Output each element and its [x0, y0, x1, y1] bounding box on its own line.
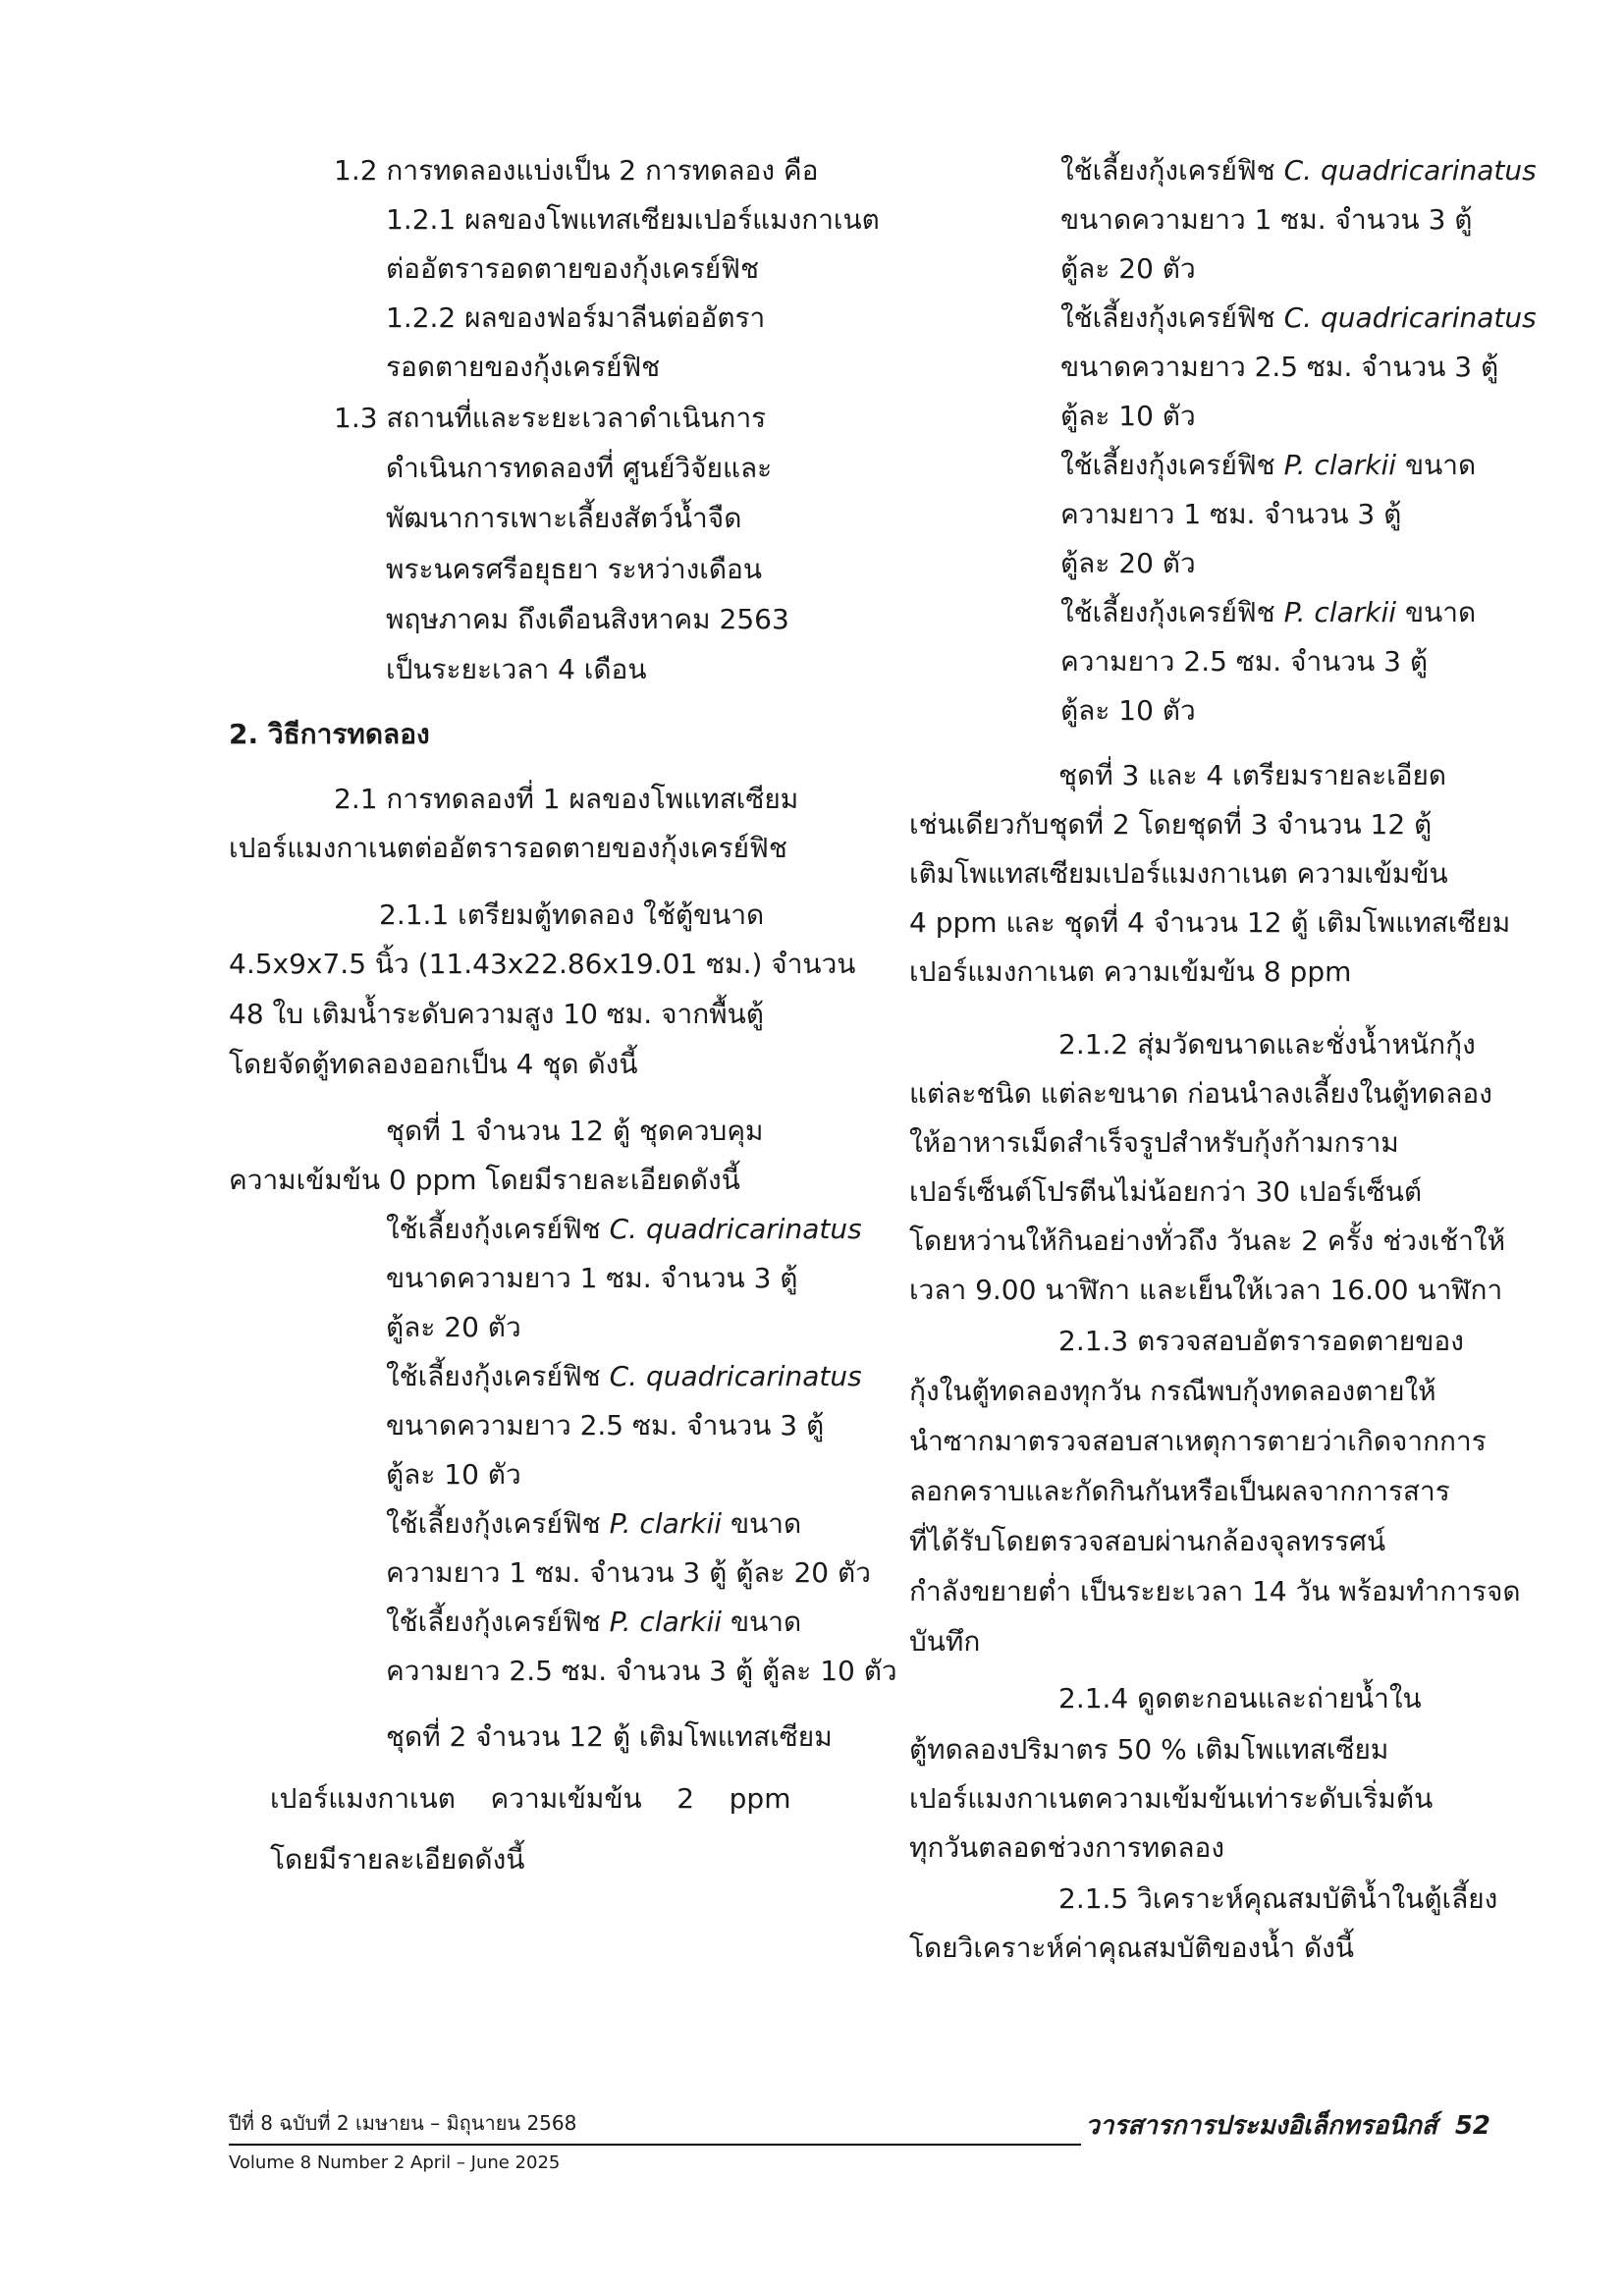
text-line: ตู้ทดลองปริมาตร 50 % เติมโพแทสเซียม: [909, 1733, 1389, 1766]
text-line: เติมโพแทสเซียมเปอร์แมงกาเนต ความเข้มข้น: [909, 857, 1448, 890]
text-line: [386, 1507, 802, 1540]
text-span: ขนาด: [1396, 596, 1477, 628]
text-line: ชุดที่ 2 จำนวน 12 ตู้ เติมโพแทสเซียม: [386, 1720, 833, 1753]
text-span: ใช้เลี้ยงกุ้งเครย์ฟิช: [386, 1507, 610, 1540]
text-span: ใช้เลี้ยงกุ้งเครย์ฟิช: [386, 1606, 610, 1638]
text-line: 1.2.1 ผลของโพแทสเซียมเปอร์แมงกาเนต: [386, 203, 880, 236]
footer-divider: [229, 2144, 1081, 2146]
text-line: พัฒนาการเพาะเลี้ยงสัตว์น้ำจืด: [386, 502, 742, 534]
text-line: ขนาดความยาว 1 ซม. จำนวน 3 ตู้: [1060, 203, 1473, 236]
text-line: ตู้ละ 10 ตัว: [1060, 400, 1196, 432]
text-span: ใช้เลี้ยงกุ้งเครย์ฟิช: [386, 1213, 610, 1245]
text-line: [386, 1608, 801, 1636]
text-line: ตู้ละ 20 ตัว: [1060, 252, 1196, 285]
text-line: ขนาดความยาว 2.5 ซม. จำนวน 3 ตู้: [386, 1409, 825, 1442]
text-line: 4.5x9x7.5 นิ้ว (11.43x22.86x19.01 ซม.) จำนวน: [229, 948, 856, 980]
text-line: ความยาว 2.5 ซม. จำนวน 3 ตู้: [1060, 645, 1429, 678]
text-line: เป็นระยะเวลา 4 เดือน: [386, 653, 647, 685]
text-line: 1.2.2 ผลของฟอร์มาลีนต่ออัตรา: [386, 301, 766, 334]
text-line: เปอร์แมงกาเนต ความเข้มข้น 8 ppm: [909, 955, 1352, 988]
text-line: 2.1.5 วิเคราะห์คุณสมบัติน้ำในตู้เลี้ยง: [1058, 1882, 1498, 1915]
text-line: ให้อาหารเม็ดสำเร็จรูปสำหรับกุ้งก้ามกราม: [909, 1126, 1399, 1159]
text-line: 2.1.2 สุ่มวัดขนาดและชั่งน้ำหนักกุ้ง: [1058, 1028, 1476, 1061]
text-line: เช่นเดียวกับชุดที่ 2 โดยชุดที่ 3 จำนวน 12 ตู้: [909, 808, 1433, 841]
text-line: ดำเนินการทดลองที่ ศูนย์วิจัยและ: [386, 452, 773, 484]
text-line: ตู้ละ 20 ตัว: [1060, 547, 1196, 579]
text-line: กำลังขยายต่ำ เป็นระยะเวลา 14 วัน พร้อมทำการจด: [909, 1575, 1521, 1607]
text-line: ความยาว 1 ซม. จำนวน 3 ตู้ ตู้ละ 20 ตัว: [386, 1556, 871, 1589]
text-line: ความเข้มข้น 0 ppm โดยมีรายละเอียดดังนี้: [229, 1164, 740, 1196]
text-line: ชุดที่ 3 และ 4 เตรียมรายละเอียด: [1058, 759, 1447, 791]
text-span: ใช้เลี้ยงกุ้งเครย์ฟิช: [1060, 301, 1284, 334]
issue-info-english: Volume 8 Number 2 April – June 2025: [229, 2152, 561, 2173]
species-name: P. clarkii: [1283, 449, 1397, 481]
text-line: แต่ละชนิด แต่ละขนาด ก่อนนำลงเลี้ยงในตู้ทดลอง: [909, 1077, 1492, 1110]
text-line: ความยาว 1 ซม. จำนวน 3 ตู้: [1060, 498, 1402, 530]
text-line: โดยจัดตู้ทดลองออกเป็น 4 ชุด ดังนี้: [229, 1048, 638, 1080]
text-line: 1.2 การทดลองแบ่งเป็น 2 การทดลอง คือ: [334, 154, 819, 187]
text-line: นำซากมาตรวจสอบสาเหตุการตายว่าเกิดจากการ: [909, 1425, 1487, 1457]
text-line: 48 ใบ เติมน้ำระดับความสูง 10 ซม. จากพื้นตู้: [229, 998, 764, 1030]
text-line: [1060, 301, 1537, 334]
text-line: [1060, 596, 1477, 628]
species-name: P. clarkii: [1283, 596, 1397, 628]
text-line: ขนาดความยาว 1 ซม. จำนวน 3 ตู้: [386, 1262, 798, 1294]
text-line: ตู้ละ 10 ตัว: [1060, 694, 1196, 727]
text-line: 1.3 สถานที่และระยะเวลาดำเนินการ: [334, 402, 767, 434]
text-line: เปอร์เซ็นต์โปรตีนไม่น้อยกว่า 30 เปอร์เซ็นต์: [909, 1175, 1423, 1208]
text-span: ขนาด: [722, 1507, 802, 1540]
text-line: พระนครศรีอยุธยา ระหว่างเดือน: [386, 553, 762, 585]
text-line: กุ้งในตู้ทดลองทุกวัน กรณีพบกุ้งทดลองตายให้: [909, 1375, 1436, 1407]
text-line: โดยวิเคราะห์ค่าคุณสมบัติของน้ำ ดังนี้: [909, 1932, 1354, 1964]
text-line: เปอร์แมงกาเนต ความเข้มข้น 2 ppm: [270, 1782, 791, 1815]
journal-name: วารสารการประมงอิเล็กทรอนิกส์: [1085, 2111, 1437, 2141]
text-line: 4 ppm และ ชุดที่ 4 จำนวน 12 ตู้ เติมโพแทสเซียม: [909, 906, 1511, 939]
text-line: เวลา 9.00 นาฬิกา และเย็นให้เวลา 16.00 นาฬิกา: [909, 1274, 1503, 1306]
page-number: 52: [1454, 2111, 1490, 2141]
species-name: C. quadricarinatus: [609, 1213, 862, 1245]
text-line: 2.1.3 ตรวจสอบอัตรารอดตายของ: [1058, 1325, 1464, 1357]
text-line: โดยหว่านให้กินอย่างทั่วถึง วันละ 2 ครั้ง ช่วงเช้าให้: [909, 1225, 1506, 1257]
text-line: ลอกคราบและกัดกินกันหรือเป็นผลจากการสาร: [909, 1475, 1450, 1507]
text-line: [1060, 449, 1477, 481]
text-line: ตู้ละ 20 ตัว: [386, 1311, 521, 1343]
species-name: C. quadricarinatus: [609, 1360, 862, 1392]
species-name: C. quadricarinatus: [1283, 154, 1537, 187]
text-line: ความยาว 2.5 ซม. จำนวน 3 ตู้ ตู้ละ 10 ตัว: [386, 1655, 897, 1687]
species-name: P. clarkii: [609, 1606, 723, 1638]
text-line: ต่ออัตรารอดตายของกุ้งเครย์ฟิช: [386, 252, 759, 285]
text-span: ใช้เลี้ยงกุ้งเครย์ฟิช: [1060, 154, 1284, 187]
text-span: ขนาด: [722, 1606, 802, 1638]
text-line: ที่ได้รับโดยตรวจสอบผ่านกล้องจุลทรรศน์: [909, 1525, 1386, 1557]
section-heading: 2. วิธีการทดลอง: [229, 718, 430, 750]
journal-title: [1085, 2113, 1490, 2139]
text-span: ใช้เลี้ยงกุ้งเครย์ฟิช: [1060, 449, 1284, 481]
text-line: [1060, 154, 1537, 187]
text-span: ใช้เลี้ยงกุ้งเครย์ฟิช: [386, 1360, 610, 1392]
text-span: ใช้เลี้ยงกุ้งเครย์ฟิช: [1060, 596, 1284, 628]
text-line: ทุกวันตลอดช่วงการทดลอง: [909, 1831, 1225, 1864]
text-line: [386, 1360, 862, 1392]
text-line: 2.1.4 ดูดตะกอนและถ่ายน้ำใน: [1058, 1682, 1422, 1714]
species-name: C. quadricarinatus: [1283, 301, 1537, 334]
text-line: [386, 1213, 862, 1245]
text-line: เปอร์แมงกาเนตความเข้มข้นเท่าระดับเริ่มต้น: [909, 1782, 1434, 1815]
text-line: 2.1.1 เตรียมตู้ทดลอง ใช้ตู้ขนาด: [379, 898, 765, 931]
text-line: ขนาดความยาว 2.5 ซม. จำนวน 3 ตู้: [1060, 351, 1499, 383]
species-name: P. clarkii: [609, 1507, 723, 1540]
text-span: ขนาด: [1396, 449, 1477, 481]
text-line: เปอร์แมงกาเนตต่ออัตรารอดตายของกุ้งเครย์ฟิช: [229, 832, 787, 864]
text-line: โดยมีรายละเอียดดังนี้: [270, 1843, 525, 1876]
text-line: 2.1 การทดลองที่ 1 ผลของโพแทสเซียม: [334, 783, 799, 815]
text-line: พฤษภาคม ถึงเดือนสิงหาคม 2563: [386, 603, 789, 635]
text-line: บันทึก: [909, 1625, 981, 1658]
text-line: ชุดที่ 1 จำนวน 12 ตู้ ชุดควบคุม: [386, 1115, 764, 1147]
issue-info-thai: ปีที่ 8 ฉบับที่ 2 เมษายน – มิถุนายน 2568: [229, 2111, 577, 2135]
text-line: ตู้ละ 10 ตัว: [386, 1458, 521, 1491]
text-line: รอดตายของกุ้งเครย์ฟิช: [386, 351, 661, 383]
